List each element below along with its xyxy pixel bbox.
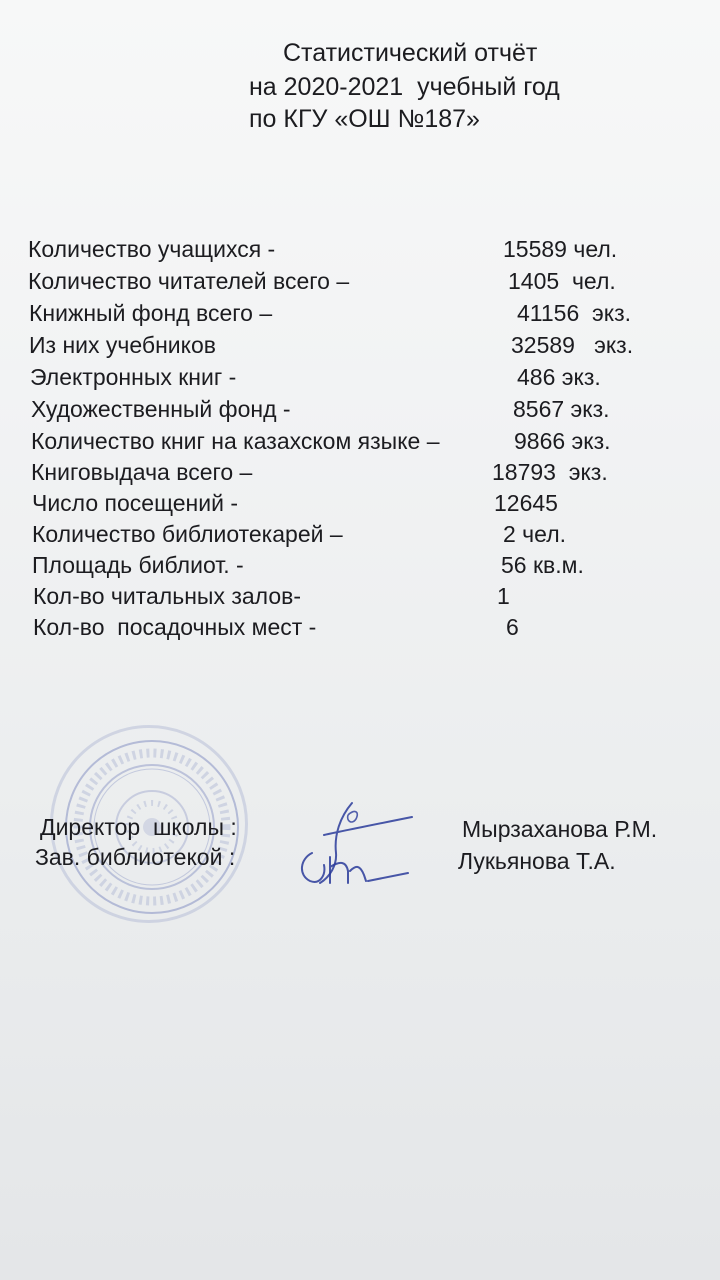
stat-label: Книжный фонд всего –: [29, 300, 273, 326]
report-year: на 2020-2021 учебный год: [249, 73, 560, 101]
stat-value: 486 экз.: [517, 364, 601, 390]
stat-label: Площадь библиот. -: [32, 552, 244, 578]
stat-label: Кол-во посадочных мест -: [33, 614, 317, 640]
stat-label: Художественный фонд -: [31, 396, 291, 422]
librarian-title: Зав. библиотекой :: [35, 844, 236, 870]
director-title: Директор школы :: [40, 814, 237, 840]
stat-value: 56 кв.м.: [501, 552, 584, 578]
stat-value: 6: [506, 614, 519, 640]
stat-value: 1: [497, 583, 510, 609]
stat-value: 12645: [494, 490, 558, 516]
stat-label: Количество учащихся -: [28, 236, 276, 262]
stat-label: Число посещений -: [32, 490, 238, 516]
stat-value: 9866 экз.: [514, 428, 611, 454]
stat-value: 1405 чел.: [508, 268, 616, 294]
director-name: Мырзаханова Р.М.: [462, 816, 658, 842]
stat-value: 2 чел.: [503, 521, 567, 547]
stat-label: Книговыдача всего –: [31, 459, 253, 485]
report-organization: по КГУ «ОШ №187»: [249, 105, 480, 133]
handwritten-signature: [290, 795, 420, 895]
stat-label: Электронных книг -: [30, 364, 237, 390]
stat-label: Количество читателей всего –: [28, 268, 350, 294]
stat-label: Количество библиотекарей –: [32, 521, 343, 547]
report-title: Статистический отчёт: [283, 39, 538, 67]
stat-label: Количество книг на казахском языке –: [31, 428, 440, 454]
stat-value: 15589 чел.: [503, 236, 618, 262]
librarian-name: Лукьянова Т.А.: [458, 848, 616, 874]
stat-label: Кол-во читальных залов-: [33, 583, 302, 609]
stat-value: 8567 экз.: [513, 396, 610, 422]
stat-value: 32589 экз.: [511, 332, 634, 358]
stat-value: 41156 экз.: [517, 300, 632, 326]
stat-value: 18793 экз.: [492, 459, 608, 485]
stat-label: Из них учебников: [29, 332, 216, 358]
